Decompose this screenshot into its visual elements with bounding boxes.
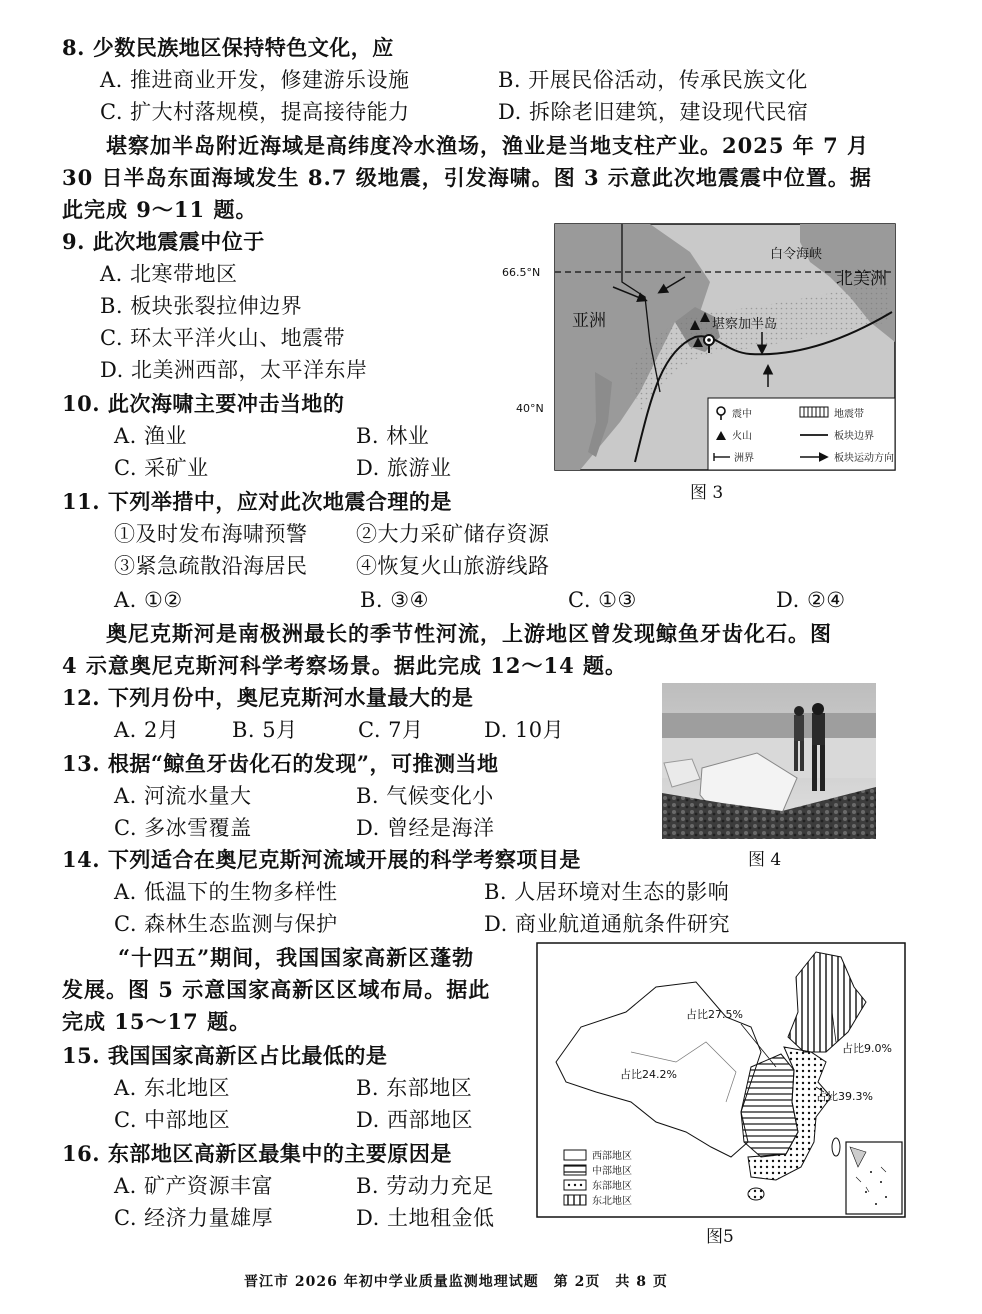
q12-option-a: A. 2月	[114, 718, 180, 742]
q16-option-d: D. 土地租金低	[356, 1206, 495, 1230]
q10-option-b: B. 林业	[356, 424, 430, 448]
figure-3-caption: 图 3	[690, 483, 724, 503]
west-share-label: 占比24.2%	[620, 1068, 677, 1081]
passage1-line1: 堪察加半岛附近海域是高纬度冷水渔场，渔业是当地支柱产业。2025 年 7 月	[106, 133, 869, 158]
q14-option-a: A. 低温下的生物多样性	[114, 880, 338, 904]
q8-option-c: C. 扩大村落规模，提高接待能力	[100, 100, 410, 124]
legend-central: 中部地区	[592, 1166, 632, 1177]
legend-west: 西部地区	[592, 1151, 632, 1162]
q14-option-c: C. 森林生态监测与保护	[114, 912, 338, 936]
q11-option-b: B. ③④	[360, 588, 429, 612]
passage3-line3: 完成 15～17 题。	[62, 1009, 252, 1034]
figure-5-map	[536, 942, 906, 1218]
q11-option-d: D. ②④	[776, 588, 846, 612]
hainan-island	[748, 1188, 764, 1200]
lat-40-label: 40°N	[516, 402, 544, 415]
q13-option-d: D. 曾经是海洋	[356, 816, 495, 840]
figure-3-map	[500, 222, 900, 472]
passage2-line1: 奥尼克斯河是南极洲最长的季节性河流，上游地区曾发现鲸鱼牙齿化石。图	[106, 621, 832, 646]
q16-option-b: B. 劳动力充足	[356, 1174, 494, 1198]
q12-stem: 12. 下列月份中，奥尼克斯河水量最大的是	[62, 685, 474, 710]
q9-option-a: A. 北寒带地区	[100, 262, 238, 286]
q12-option-d: D. 10月	[484, 718, 565, 742]
q16-option-a: A. 矿产资源丰富	[114, 1174, 274, 1198]
legend-epicenter: 震中	[732, 409, 752, 420]
passage1-line2: 30 日半岛东面海域发生 8.7 级地震，引发海啸。图 3 示意此次地震震中位置。据	[62, 165, 872, 190]
q11-item-3: ③紧急疏散沿海居民	[114, 554, 308, 578]
q11-item-4: ④恢复火山旅游线路	[356, 554, 550, 578]
south-china-sea-inset	[846, 1142, 902, 1214]
q9-option-c: C. 环太平洋火山、地震带	[100, 326, 346, 350]
passage2-line2: 4 示意奥尼克斯河科学考察场景。据此完成 12～14 题。	[62, 653, 627, 678]
q16-option-c: C. 经济力量雄厚	[114, 1206, 274, 1230]
figure-3-legend	[708, 398, 895, 470]
q15-option-b: B. 东部地区	[356, 1076, 473, 1100]
lat-66-label: 66.5°N	[502, 266, 541, 279]
q13-option-c: C. 多冰雪覆盖	[114, 816, 252, 840]
q9-option-b: B. 板块张裂拉伸边界	[100, 294, 303, 318]
q15-option-a: A. 东北地区	[114, 1076, 231, 1100]
legend-seismic-belt: 地震带	[834, 409, 864, 420]
q10-stem: 10. 此次海啸主要冲击当地的	[62, 391, 345, 416]
legend-east: 东部地区	[592, 1181, 632, 1192]
q11-option-a: A. ①②	[114, 588, 183, 612]
bering-strait-label: 白令海峡	[770, 247, 823, 262]
q10-option-d: D. 旅游业	[356, 456, 452, 480]
q11-option-c: C. ①③	[568, 588, 637, 612]
q13-stem: 13. 根据“鲸鱼牙齿化石的发现”，可推测当地	[62, 751, 499, 776]
q14-option-b: B. 人居环境对生态的影响	[484, 880, 730, 904]
q10-option-a: A. 渔业	[114, 424, 188, 448]
north-america-label: 北美洲	[836, 269, 887, 289]
q13-option-b: B. 气候变化小	[356, 784, 494, 808]
q15-option-c: C. 中部地区	[114, 1108, 231, 1132]
legend-plate-boundary: 板块边界	[834, 431, 874, 442]
west-swatch	[564, 1150, 586, 1160]
east-share-label: 占比39.3%	[816, 1090, 873, 1103]
q10-option-c: C. 采矿业	[114, 456, 209, 480]
figure-4-photo	[662, 683, 876, 839]
q15-stem: 15. 我国国家高新区占比最低的是	[62, 1043, 388, 1068]
central-swatch	[564, 1165, 586, 1175]
q11-item-1: ①及时发布海啸预警	[114, 522, 308, 546]
q9-option-d: D. 北美洲西部，太平洋东岸	[100, 358, 368, 382]
q9-stem: 9. 此次地震震中位于	[62, 229, 265, 254]
passage3-line1: “十四五”期间，我国国家高新区蓬勃	[118, 945, 475, 970]
q12-option-c: C. 7月	[358, 718, 424, 742]
legend-continent-boundary: 洲界	[734, 453, 754, 464]
figure-5-caption: 图5	[706, 1227, 734, 1247]
q14-option-d: D. 商业航道通航条件研究	[484, 912, 730, 936]
distant-hills	[662, 713, 876, 741]
q8-option-b: B. 开展民俗活动，传承民族文化	[498, 68, 808, 92]
q16-stem: 16. 东部地区高新区最集中的主要原因是	[62, 1141, 452, 1166]
central-share-label: 占比27.5%	[686, 1008, 743, 1021]
q8-option-a: A. 推进商业开发，修建游乐设施	[100, 68, 410, 92]
q13-option-a: A. 河流水量大	[114, 784, 252, 808]
legend-plate-motion: 板块运动方向	[834, 453, 894, 464]
q15-option-d: D. 西部地区	[356, 1108, 473, 1132]
northeast-share-label: 占比9.0%	[842, 1042, 892, 1055]
legend-volcano: 火山	[732, 431, 752, 442]
passage3-line2: 发展。图 5 示意国家高新区区域布局。据此	[62, 977, 491, 1002]
q11-item-2: ②大力采矿储存资源	[356, 522, 550, 546]
q12-option-b: B. 5月	[232, 718, 298, 742]
page-footer: 晋江市 2026 年初中学业质量监测地理试题 第 2页 共 8 页	[244, 1274, 668, 1290]
asia-label: 亚洲	[572, 311, 606, 331]
kamchatka-label: 堪察加半岛	[712, 317, 778, 332]
q8-stem: 8. 少数民族地区保持特色文化，应	[62, 35, 394, 60]
q14-stem: 14. 下列适合在奥尼克斯河流域开展的科学考察项目是	[62, 847, 581, 872]
q8-option-d: D. 拆除老旧建筑，建设现代民宿	[498, 100, 809, 124]
q11-stem: 11. 下列举措中，应对此次地震合理的是	[62, 489, 452, 514]
northeast-swatch	[564, 1195, 586, 1205]
taiwan-island	[832, 1138, 840, 1156]
figure-4-caption: 图 4	[748, 850, 782, 870]
passage1-line3: 此完成 9～11 题。	[62, 197, 258, 222]
legend-northeast: 东北地区	[592, 1196, 632, 1207]
east-swatch	[564, 1180, 586, 1190]
